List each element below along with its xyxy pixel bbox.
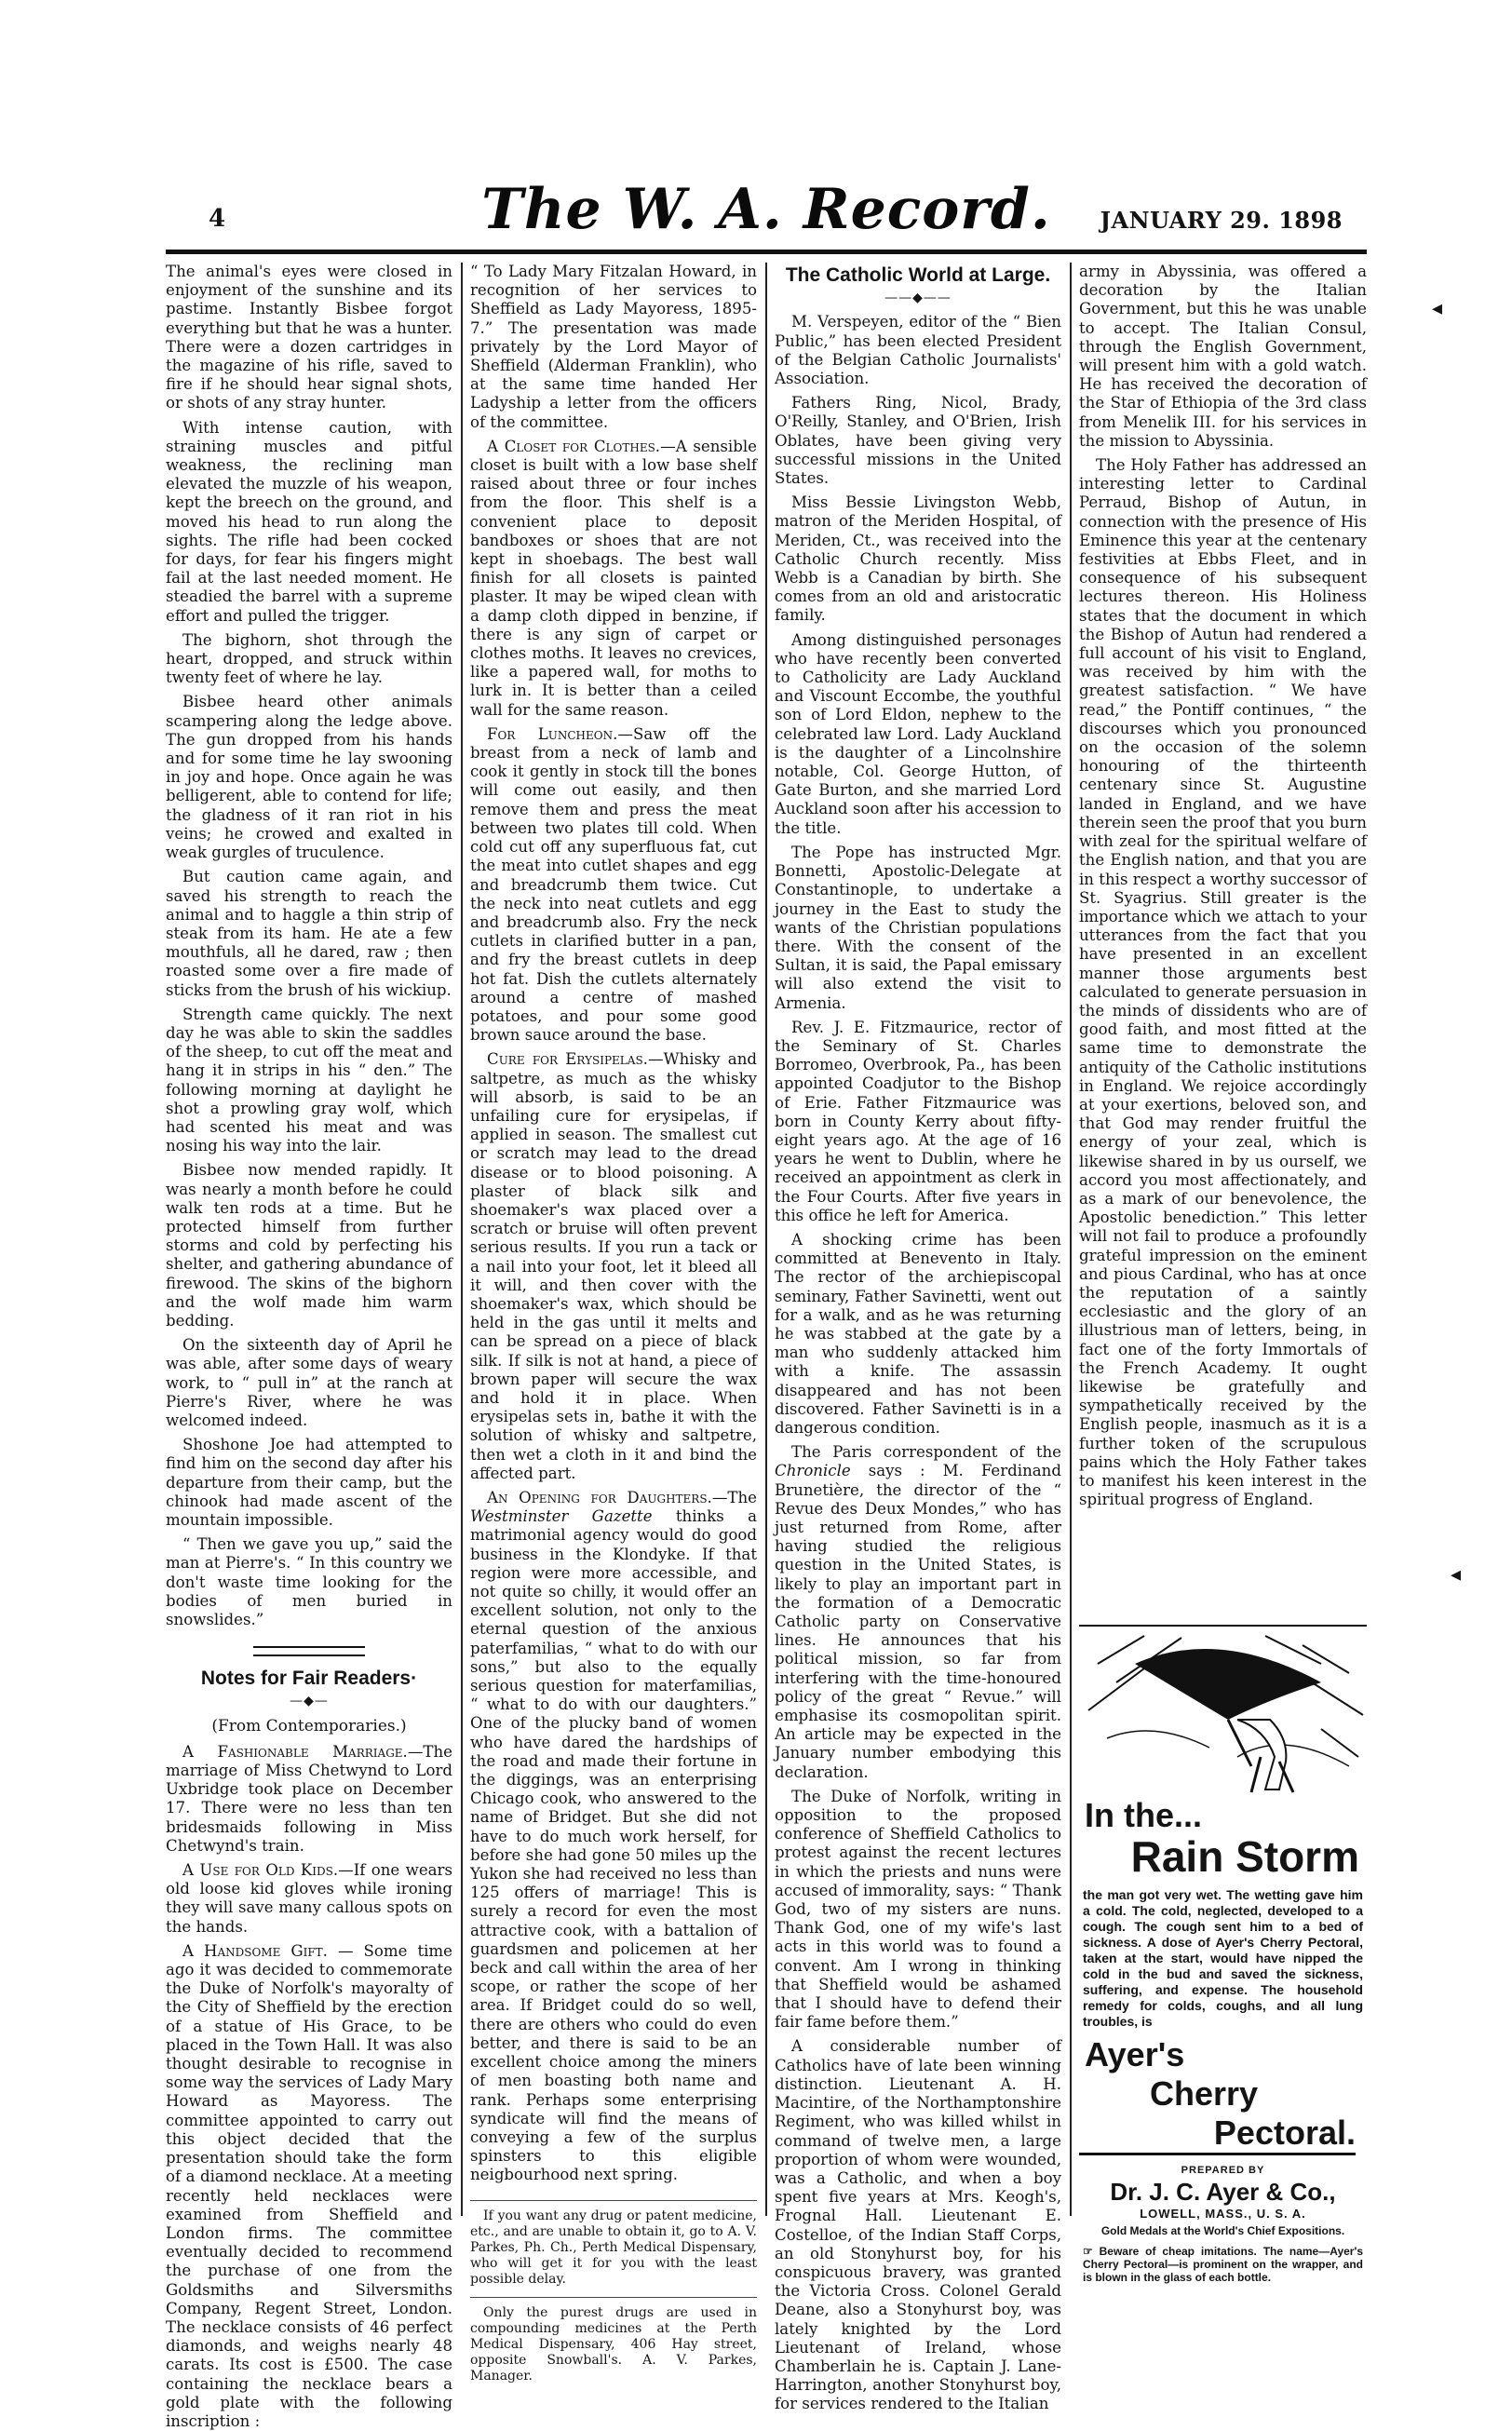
note-text: — Some time ago it was decided to commemorate the Duke of Norfolk's mayoralty of the City of Sheffield by the erection of a statue of His Grace, to be placed in the Town Hall. It was also thought desirable to recognise in some way the services of Lady Mary Howard as Mayoress. The committee appointed to carry out this object decided that the presentation should take the form of a diamond necklace. At a meeting recently held necklaces were examined from Sheffield and London firms. The committee eventually decided to recommend the purchase of one from the Goldsmiths and Silversmiths Company, Regent Street, London. The necklace consists of 46 perfect diamonds, and weighs nearly 48 carats. Its cost is £500. The case containing the necklace bears a gold plate with the following inscription : [166,1941,452,2430]
note-heading: A Handsome Gift. [182,1941,328,1960]
news-paragraph: The Holy Father has addressed an interesting letter to Cardinal Perraud, Bishop of Autun, in connection with the presence of His Eminence this year at the centenary festivities at Ebbs Fleet, and in consequence of his subsequent lectures thereon. His Holiness states that the document in which the Bishop of Autun had rendered a full account of his visit to England, was received by him with the greatest satisfaction. “ We have read,” the Pontiff continues, “ the discourses which you pronounced on the occasion of the solemn honouring of the thirteenth centenary since St. Augustine landed in England, and we have therein seen the proof that you burn with zeal for the spiritual welfare of the English nation, and that you are in this respect a worthy successor of St. Syagrius. Still greater is the importance which we attach to your utterances from the fact that you have presented in an excellent manner those arguments best calculated to generate persuasion in the minds of dissidents who are of good faith, and most fitted at the same time to demonstrate the antiquity of the Catholic institutions in England. We rejoice accordingly at your exertions, beloved son, and that God may render fruitful the energy of your zeal, which is likewise shared in by us ourself, we accord you most affectionately, and as a mark of our benevolence, the Apostolic benediction.” This letter will not fail to produce a profoundly grateful impression on the eminent and pious Cardinal, who has at once the reputation of a saintly ecclesiastic and the glory of an illustrious man of letters, being, in fact one of the forty Immortals of the French Academy. It ought likewise be gratefully and sympathetically received by the English people, inasmuch as it is a further token of the scrupulous pains which the Holy Father takes to manifest his keen interest in the spiritual progress of England. [1079,456,1367,1509]
story-paragraph: But caution came again, and saved his strength to reach the animal and to haggle a thin strip of steak from its ham. He ate a few mouthfuls, all he dared, raw ; then roasted some over a fire made of sticks from the brush of his wickiup. [166,868,452,999]
news-paragraph: army in Abyssinia, was offered a decoration by the Italian Government, but this he was unable to accept. The Italian Consul, through the English Government, will present him with a gold watch. He has received the decoration of the Star of Ethiopia of the 3rd class from Menelik III. for his services in the mission to Abyssinia. [1079,263,1367,450]
dispensary-notice [470,2200,757,2288]
ad-headline-big: Rain Storm [1130,1832,1359,1881]
column-rule [765,263,767,2216]
column-rule [1070,263,1072,2216]
note-heading: A Use for Old Kids. [182,1861,339,1880]
news-paragraph: The Pope has instructed Mgr. Bonnetti, Apostolic-Delegate at Constantinople, to undertake a journey in the East to study the wants of the Christian populations there. With the consent of the Sultan, it is said, the Papal emissary will also extend the visit to Armenia. [775,843,1061,1012]
news-paragraph: A shocking crime has been committed at Benevento in Italy. The rector of the archiepiscopal seminary, Father Savinetti, went out for a walk, and as he was returning he was stabbed at the gate by a man who suddenly attacked him with a knife. The assassin disappeared and has not been discovered. Father Savinetti is in a dangerous condition. [775,1230,1061,1437]
ad-warning: ☞ Beware of cheap imitations. The name—Ayer's Cherry Pectoral—is prominent on the wrapper, and is blown in the glass of each bottle. [1083,2245,1363,2284]
page-header [166,179,1367,244]
news-paragraph: Rev. J. E. Fitzmaurice, rector of the Seminary of St. Charles Borromeo, Overbrook, Pa., has been appointed Coadjutor to the Bishop of Erie. Father Fitzmaurice was born in County Kerry about fifty-eight years ago. At the age of 16 years he went to Dublin, where he received an appointment as clerk in the Four Courts. After five years in this office he left for America. [775,1018,1061,1224]
note-text: —The marriage of Miss Chetwynd to Lord Uxbridge took place on December 17. There were no less than ten bridesmaids following in Miss Chetwynd's train. [166,1742,452,1855]
note-text: “ To Lady Mary Fitzalan Howard, in recognition of her services to Sheffield as Lady Mayoress, 1895-7.” The presentation was made privately by the Lord Mayor of Sheffield (Alderman Franklin), who at the same time handed Her Ladyship a letter from the officers of the committee. [470,263,757,431]
note-paragraph [470,725,757,1045]
ayers-advertisement [1079,1625,1367,2284]
story-paragraph: Bisbee heard other animals scampering along the ledge above. The gun dropped from his hands and for some time he lay swooning in joy and hope. Once again he was belligerent, able to contend for life; the gladness of it ran riot in his veins; he crowed and exalted in weak gurgles of truculence. [166,693,452,862]
news-paragraph [775,1443,1061,1782]
ad-brand-line3: Pectoral. [1079,2114,1356,2155]
ad-prepared-by: PREPARED BY [1181,2165,1265,2176]
newspaper-name: Chronicle [775,1462,851,1480]
story-paragraph: The bighorn, shot through the heart, dropped, and struck within twenty feet of where he lay. [166,630,452,687]
note-text: thinks a matrimonial agency would do good business in the Klondyke. If that region were more accessible, and not quite so chilly, it would offer an excellent solution, not only to the eternal question of the anxious paterfamilias, “ what to do with our sons,” but also to the equally serious question for materfamilias, “ what to do with our daughters.” One of the plucky band of women who have dared the hardships of the road and made their fortune in the diggings, was an enterprising Chicago cook, who answered to the name of Bridget. But she did not have to do much work herself, for before she had gone 50 miles up the Yukon she had received no less than 125 offers of marriage! This is surely a record for even the most attractive cook, with a battalion of guardsmen and policemen at her beck and call within the area of her scope, or rather the scope of her area. If Bridget could do so well, there are others who could do even better, and there is said to be an excellent choice among the miners of men boasting both name and rank. Perhaps some enterprising syndicate will find the means of conveying a few of the surplus spinsters to this eligible neigbourhood next spring. [470,1507,757,2184]
ornament-divider: ——◆—— [884,290,952,306]
notice-text: If you want any drug or patent medicine, etc., and are unable to obtain it, go to A. V. Parkes, Ph. Ch., Perth Medical Dispensary, who will get it for you with the least possible delay. [470,2208,757,2287]
margin-mark-icon: ◂ [1432,296,1443,320]
ad-medals: Gold Medals at the World's Chief Expositions. [1100,2224,1345,2237]
newspaper-page [166,158,1367,2430]
ad-headline: In the... [1085,1796,1202,1834]
story-paragraph: Strength came quickly. The next day he was able to skin the saddles of the sheep, to cut off the meat and hang it in strips in his “ den.” The following morning at daylight he shot a prowling gray wolf, which had scented his meat and was nosing his way into the lair. [166,1005,452,1155]
note-heading: An Opening for Daughters. [487,1489,712,1506]
ad-body: the man got very wet. The wetting gave him a cold. The cold, neglected, developed to a cough. The cough sent him to a bed of sickness. A dose of Ayer's Cherry Pectoral, taken at the start, would have nipped the cold in the bud and saved the sickness, suffering, and expense. The household remedy for colds, coughs, and all lung troubles, is [1083,1887,1363,2029]
note-text: —Saw off the breast from a neck of lamb and cook it gently in stock till the bones will come out easily, and then remove them and press the meat between two plates till cold. When cold cut off any superfluous fat, cut the meat into cutlet shapes and egg and breadcrumb them twice. Cut the neck into neat cutlets and egg and breadcrumb also. Fry the neck cutlets in clarified butter in a pan, and fry the breast cutlets in deep hot fat. Dish the cutlets alternately around a centre of mashed potatoes, and pour some good brown sauce around the base. [470,724,757,1045]
margin-mark-icon: ◂ [1451,1562,1462,1587]
note-paragraph [470,1050,757,1483]
section-divider [253,1646,365,1656]
story-paragraph: Shoshone Joe had attempted to find him on the second day after his departure from their camp, but the chinook had made ascent of the mountain impossible. [166,1436,452,1529]
note-heading: A Closet for Clothes. [487,437,661,455]
column-4 [1079,263,1367,1620]
ad-brand-line1: Ayer's [1085,2035,1185,2073]
news-text: The Paris correspondent of the [791,1443,1061,1462]
note-paragraph [166,1942,452,2431]
news-paragraph: Fathers Ring, Nicol, Brady, O'Reilly, Stanley, and O'Brien, Irish Oblates, have been giving very successful missions in the United States. [775,394,1061,488]
note-paragraph [470,1489,757,2185]
column-rule [461,263,463,2216]
ad-maker: Dr. J. C. Ayer & Co., [1110,2178,1336,2206]
news-paragraph: The Duke of Norfolk, writing in opposition to the proposed conference of Sheffield Catholics to protest against the recent lectures in which the priests and nuns were accused of immorality, says: “ Thank God, two of my sisters are nuns. Thank God, one of my wife's last acts in this world was to found a convent. Am I wrong in thinking that Sheffield would be ashamed that I should have to defend their fair fame before them.” [775,1787,1061,2032]
section-title-fair-readers: Notes for Fair Readers· [200,1668,418,1690]
note-text: —A sensible closet is built with a low base shelf raised about three or four inches from the floor. This shelf is a convenient place to deposit bandboxes or shoes that are not kept in shoebags. The best wall finish for all closets is painted plaster. It may be wiped clean with a damp cloth dipped in benzine, if there is any sign of carpet or clothes moths. It leaves no crevices, like a papered wall, for moths to lurk in. It is better than a ceiled wall for the same reason. [470,437,757,719]
note-heading: Cure for Erysipelas. [487,1050,648,1069]
ad-brand-line2: Cherry [1150,2074,1259,2113]
note-paragraph [470,438,757,720]
ornament-divider: —◆— [290,1694,329,1709]
header-rule [166,250,1367,254]
news-paragraph: Miss Bessie Livingston Webb, matron of the Meriden Hospital, of Meriden, Ct., was received into the Catholic Church recently. Miss Webb is a Canadian by birth. She comes from an old and aristocratic family. [775,493,1061,625]
notice-text: Only the purest drugs are used in compounding medicines at the Perth Medical Dispensary, 406 Hay street, opposite Snowball's. A. V. Parkes, Manager. [470,2304,757,2384]
note-text: —If one wears old loose kid gloves while ironing they will save many callous spots on the hands. [166,1861,452,1936]
column-1 [166,263,452,2430]
news-paragraph: A considerable number of Catholics have of late been winning distinction. Lieutenant A. H. Macintire, of the Northamptonshire Regiment, who was killed whilst in command of twelve men, a large proportion of whom were wounded, was a Catholic, and when a boy spent five years at Mrs. Keogh's, Frognal Hall. Lieutenant E. Costelloe, of the Indian Staff Corps, an old Stonyhurst boy, for his conspicuous bravery, was granted the Victoria Cross. Colonel Gerald Deane, also a Stonyhurst boy, was lately knighted by the Lord Lieutenant of Ireland, whose Chamberlain he is. Captain J. Lane-Harrington, another Stonyhurst boy, for services rendered to the Italian [775,2037,1061,2413]
news-text: says : M. Ferdinand Brunetière, the director of the “ Revue des Deux Mondes,” who has just returned from Rome, after having studied the religious question in the United States, is likely to play an important part in the formation of a Democratic Catholic party on Conservative lines. He announces that his political mission, so far from interfering with the time-honoured policy of the great “ Revue.” will emphasise its cosmopolitan spirit. An article may be expected in the January number embodying this declaration. [775,1462,1061,1781]
dispensary-notice [470,2297,757,2384]
rain-storm-illustration [1079,1627,1367,1794]
story-paragraph: The animal's eyes were closed in enjoyment of the sunshine and its pastime. Instantly Bisbee forgot everything but that he was a hunter. There were a dozen cartridges in the magazine of his rifle, saved to fire if he should hear signal shots, or shots of any stray hunter. [166,263,452,412]
note-heading: A Fashionable Marriage. [182,1742,408,1761]
section-title-catholic-world: The Catholic World at Large. [785,264,1051,286]
column-3 [775,263,1061,2413]
issue-date: JANUARY 29. 1898 [1100,207,1343,234]
column-2 [470,263,757,2384]
note-paragraph [166,1861,452,1937]
note-text: —Whisky and saltpetre, as much as the whisky will absorb, is said to be an unfailing cure for erysipelas, if applied in season. The smallest cut or scratch may lead to the dread disease or to blood poisoning. A plaster of black silk and shoemaker's wax placed over a scratch or bruise will often prevent serious results. If you run a tack or a nail into your foot, let it bleed all it will, and then cover with the shoemaker's wax, which should be held in the gas until it melts and can be spread on a piece of black silk. If silk is not at hand, a piece of brown paper will secure the wax and hold it in place. When erysipelas sets in, bathe it with the solution of whisky and saltpetre, then wet a cloth in it and bind the affected part. [470,1050,757,1482]
page-number: 4 [209,205,226,233]
newspaper-name: Westminster Gazette [470,1507,653,1526]
news-paragraph: Among distinguished personages who have recently been converted to Catholicity are Lady Auckland and Viscount Eccombe, the youthful son of Lord Eldon, nephew to the celebrated law Lord. Lady Auckland is the daughter of a Lincolnshire notable, Col. George Hutton, of Gate Burton, and she married Lord Auckland soon after his accession to the title. [775,630,1061,837]
umbrella-icon [1135,1649,1321,1720]
news-paragraph: M. Verspeyen, editor of the “ Bien Public,” has been elected President of the Belgian Catholic Journalists' Association. [775,313,1061,388]
story-paragraph: Bisbee now mended rapidly. It was nearly a month before he could walk ten rods at a time. But he protected himself from further storms and cold by perfecting his shelter, and gathering abundance of firewood. The skins of the bighorn and the wolf made him warm bedding. [166,1161,452,1330]
story-paragraph: “ Then we gave you up,” said the man at Pierre's. “ In this country we don't waste time looking for the bodies of men buried in snowslides.” [166,1535,452,1629]
section-subtitle: (From Contemporaries.) [211,1716,407,1735]
note-text: —The [711,1489,757,1506]
story-paragraph: With intense caution, with straining muscles and pitful weakness, the reclining man elevated the muzzle of his weapon, kept the breech on the ground, and moved his head to run along the sights. The rifle had been cocked for days, for fear his fingers might fail at the last needed moment. He steadied the barrel with a supreme effort and pulled the trigger. [166,418,452,625]
note-paragraph [166,1743,452,1856]
masthead: The W. A. Record. [481,177,1051,242]
ad-location: LOWELL, MASS., U. S. A. [1140,2207,1306,2221]
note-heading: For Luncheon. [487,724,618,743]
story-paragraph: On the sixteenth day of April he was able, after some days of weary work, to “ pull in” at the ranch at Pierre's River, where he was welcomed indeed. [166,1336,452,1429]
